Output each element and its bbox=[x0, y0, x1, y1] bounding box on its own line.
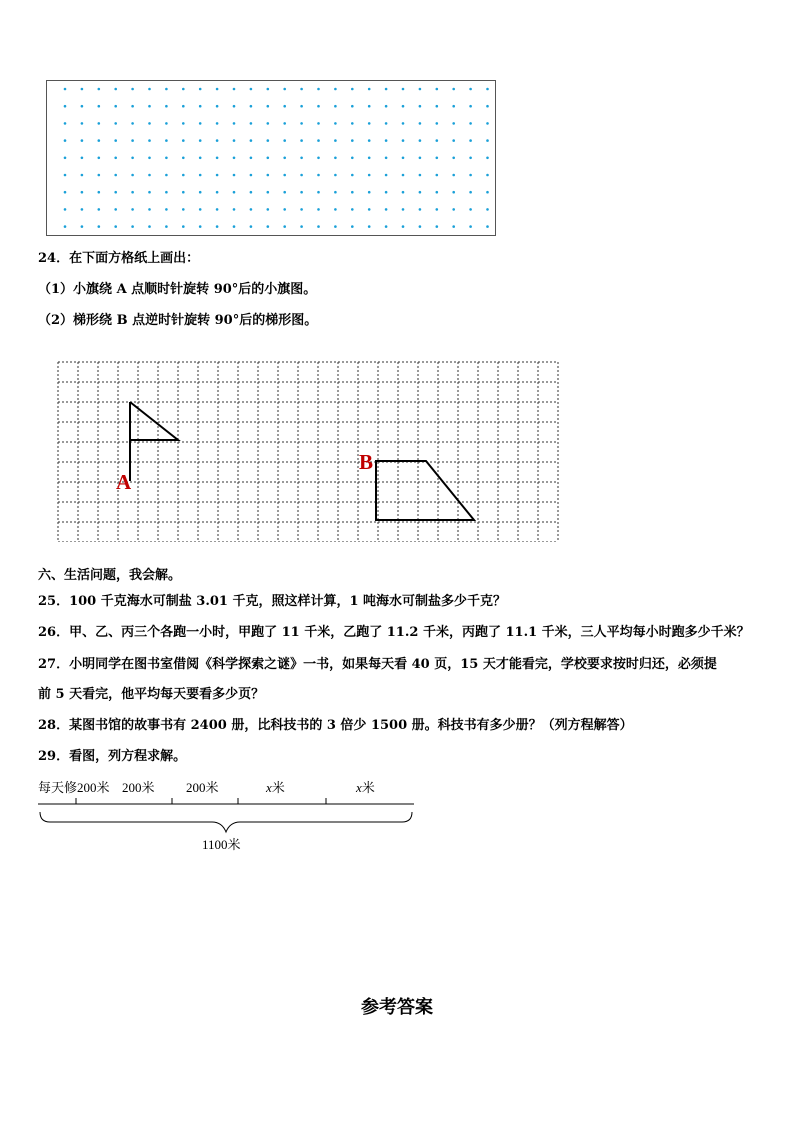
grid-dot bbox=[385, 139, 388, 142]
square-grid-paper bbox=[56, 360, 570, 546]
grid-dot bbox=[283, 139, 286, 142]
grid-dot bbox=[250, 208, 253, 211]
answers-heading: 参考答案 bbox=[361, 997, 433, 1018]
grid-dot bbox=[165, 208, 168, 211]
grid-dot bbox=[182, 208, 185, 211]
grid-dot bbox=[368, 88, 371, 91]
grid-dot bbox=[452, 191, 455, 194]
grid-dot bbox=[385, 105, 388, 108]
grid-dot bbox=[250, 157, 253, 160]
q24-item2: （2）梯形绕 B 点逆时针旋转 90°后的梯形图。 bbox=[38, 313, 318, 328]
grid-dot bbox=[267, 139, 270, 142]
grid-dot bbox=[267, 191, 270, 194]
grid-dot bbox=[486, 139, 489, 142]
grid-dot bbox=[469, 225, 472, 228]
segment-label-2: 200米 bbox=[122, 780, 155, 795]
grid-dot bbox=[368, 139, 371, 142]
grid-dot bbox=[317, 122, 320, 125]
grid-dot bbox=[64, 139, 67, 142]
grid-dot bbox=[131, 208, 134, 211]
grid-dot bbox=[351, 122, 354, 125]
grid-dot bbox=[368, 105, 371, 108]
grid-dot bbox=[182, 139, 185, 142]
q27-text-line2: 前 5 天看完，他平均每天要看多少页？ bbox=[38, 687, 265, 702]
grid-dot bbox=[64, 225, 67, 228]
grid-dot bbox=[131, 174, 134, 177]
grid-dot bbox=[148, 88, 151, 91]
grid-dot bbox=[216, 139, 219, 142]
grid-dot bbox=[385, 88, 388, 91]
q28-text: 28．某图书馆的故事书有 2400 册，比科技书的 3 倍少 1500 册。科技书有多少册？（列方程解答） bbox=[38, 718, 633, 733]
q27-text-line1: 27．小明同学在图书室借阅《科学探索之谜》一书，如果每天看 40 页，15 天才能看完，学校要求按时归还，必须提 bbox=[38, 657, 717, 672]
grid-dot bbox=[81, 157, 84, 160]
grid-dot bbox=[233, 105, 236, 108]
grid-dot bbox=[199, 88, 202, 91]
grid-dot bbox=[436, 157, 439, 160]
grid-dot bbox=[267, 208, 270, 211]
grid-dot bbox=[182, 174, 185, 177]
grid-dot bbox=[114, 139, 117, 142]
grid-dot bbox=[317, 157, 320, 160]
grid-dot bbox=[199, 157, 202, 160]
grid-dot bbox=[402, 122, 405, 125]
point-a-label: A bbox=[116, 470, 132, 494]
grid-dot bbox=[81, 208, 84, 211]
total-length-label: 1100米 bbox=[202, 837, 241, 852]
grid-dot bbox=[165, 139, 168, 142]
grid-dot bbox=[81, 139, 84, 142]
grid-dot bbox=[436, 139, 439, 142]
grid-dot bbox=[452, 88, 455, 91]
grid-dot bbox=[469, 105, 472, 108]
grid-dot bbox=[436, 105, 439, 108]
grid-dot bbox=[351, 225, 354, 228]
grid-dot bbox=[148, 139, 151, 142]
grid-dot bbox=[368, 174, 371, 177]
grid-dot bbox=[165, 88, 168, 91]
grid-dot bbox=[233, 157, 236, 160]
grid-dot bbox=[98, 105, 101, 108]
grid-dot bbox=[64, 157, 67, 160]
grid-dot bbox=[300, 139, 303, 142]
grid-dot bbox=[148, 174, 151, 177]
grid-dot bbox=[300, 157, 303, 160]
grid-dot bbox=[81, 174, 84, 177]
grid-dot bbox=[351, 157, 354, 160]
grid-dot bbox=[233, 191, 236, 194]
grid-dot bbox=[199, 208, 202, 211]
grid-dot bbox=[81, 225, 84, 228]
grid-dot bbox=[148, 191, 151, 194]
grid-dot bbox=[419, 225, 422, 228]
grid-dot bbox=[182, 157, 185, 160]
grid-dot bbox=[199, 122, 202, 125]
grid-dot bbox=[216, 174, 219, 177]
grid-dot bbox=[469, 122, 472, 125]
grid-dot bbox=[317, 88, 320, 91]
grid-dot bbox=[131, 88, 134, 91]
grid-dot bbox=[368, 225, 371, 228]
grid-dot bbox=[385, 122, 388, 125]
grid-dot bbox=[131, 105, 134, 108]
grid-dot bbox=[385, 208, 388, 211]
section6-title: 六、生活问题，我会解。 bbox=[38, 568, 182, 583]
grid-dot bbox=[486, 208, 489, 211]
grid-dot bbox=[81, 122, 84, 125]
grid-dot bbox=[98, 122, 101, 125]
grid-dot bbox=[114, 157, 117, 160]
grid-dot bbox=[486, 88, 489, 91]
grid-dot bbox=[267, 88, 270, 91]
grid-dot bbox=[114, 174, 117, 177]
grid-dot bbox=[385, 174, 388, 177]
grid-dot bbox=[385, 157, 388, 160]
grid-dot bbox=[300, 122, 303, 125]
grid-dot bbox=[452, 174, 455, 177]
grid-dot bbox=[233, 88, 236, 91]
grid-dot bbox=[402, 225, 405, 228]
grid-dot bbox=[233, 208, 236, 211]
grid-dot bbox=[216, 208, 219, 211]
grid-dot bbox=[402, 208, 405, 211]
segment-diagram bbox=[36, 776, 426, 860]
grid-dot bbox=[351, 139, 354, 142]
grid-dot bbox=[182, 88, 185, 91]
segment-label-1: 每天修200米 bbox=[38, 780, 110, 795]
grid-dot bbox=[131, 225, 134, 228]
grid-dot bbox=[250, 88, 253, 91]
grid-dot bbox=[216, 122, 219, 125]
grid-dot bbox=[436, 122, 439, 125]
grid-dot bbox=[402, 139, 405, 142]
grid-dot bbox=[165, 122, 168, 125]
grid-dot bbox=[199, 174, 202, 177]
grid-dot bbox=[114, 88, 117, 91]
grid-dot bbox=[216, 105, 219, 108]
segment-label-3: 200米 bbox=[186, 780, 219, 795]
grid-dot bbox=[267, 122, 270, 125]
grid-dot bbox=[436, 208, 439, 211]
grid-dot bbox=[283, 225, 286, 228]
grid-dot bbox=[199, 191, 202, 194]
grid-dot bbox=[334, 225, 337, 228]
grid-dot bbox=[351, 105, 354, 108]
grid-dot bbox=[419, 174, 422, 177]
grid-dot bbox=[250, 139, 253, 142]
grid-dot bbox=[148, 122, 151, 125]
grid-dot bbox=[98, 174, 101, 177]
grid-lines bbox=[58, 362, 558, 542]
grid-dot bbox=[98, 157, 101, 160]
grid-dot bbox=[114, 191, 117, 194]
grid-dot bbox=[182, 122, 185, 125]
grid-dot bbox=[64, 191, 67, 194]
grid-dot bbox=[486, 157, 489, 160]
grid-dot bbox=[81, 105, 84, 108]
grid-dot bbox=[436, 174, 439, 177]
grid-dot bbox=[334, 139, 337, 142]
q24-item1: （1）小旗绕 A 点顺时针旋转 90°后的小旗图。 bbox=[38, 282, 317, 297]
segment-label-4: x米 bbox=[266, 780, 285, 795]
grid-dot bbox=[334, 122, 337, 125]
grid-dot bbox=[452, 139, 455, 142]
grid-dot bbox=[283, 88, 286, 91]
grid-dot bbox=[402, 157, 405, 160]
point-b-label: B bbox=[359, 450, 374, 474]
segment-label-5: x米 bbox=[356, 780, 375, 795]
grid-dot bbox=[216, 157, 219, 160]
grid-dot bbox=[114, 225, 117, 228]
grid-dot bbox=[334, 174, 337, 177]
grid-dot bbox=[98, 88, 101, 91]
grid-dot bbox=[317, 105, 320, 108]
grid-dot bbox=[402, 174, 405, 177]
grid-dot bbox=[233, 174, 236, 177]
grid-dot bbox=[283, 105, 286, 108]
grid-dot bbox=[267, 225, 270, 228]
grid-dot bbox=[385, 191, 388, 194]
grid-dot bbox=[419, 122, 422, 125]
grid-dot bbox=[368, 122, 371, 125]
grid-dot bbox=[486, 105, 489, 108]
grid-dot bbox=[469, 191, 472, 194]
grid-dot bbox=[419, 208, 422, 211]
grid-dot bbox=[452, 122, 455, 125]
flag-triangle bbox=[130, 402, 178, 440]
grid-dot bbox=[114, 208, 117, 211]
grid-dot bbox=[486, 122, 489, 125]
grid-dot bbox=[351, 191, 354, 194]
grid-dot bbox=[165, 191, 168, 194]
grid-dot bbox=[402, 105, 405, 108]
grid-dot bbox=[267, 157, 270, 160]
grid-dot bbox=[131, 139, 134, 142]
grid-dot bbox=[419, 157, 422, 160]
grid-dot bbox=[385, 225, 388, 228]
grid-dot bbox=[452, 157, 455, 160]
grid-dot bbox=[317, 174, 320, 177]
grid-dot bbox=[216, 191, 219, 194]
grid-dot bbox=[436, 191, 439, 194]
grid-dot bbox=[114, 105, 117, 108]
grid-dot bbox=[98, 139, 101, 142]
grid-dot bbox=[283, 157, 286, 160]
grid-dot bbox=[182, 191, 185, 194]
grid-dot bbox=[233, 122, 236, 125]
grid-dot bbox=[148, 225, 151, 228]
grid-dot bbox=[283, 191, 286, 194]
grid-dot bbox=[436, 88, 439, 91]
grid-dot bbox=[368, 157, 371, 160]
grid-dot bbox=[250, 191, 253, 194]
grid-dot bbox=[233, 139, 236, 142]
grid-dot bbox=[216, 88, 219, 91]
grid-dot bbox=[114, 122, 117, 125]
grid-dot bbox=[182, 225, 185, 228]
grid-dot bbox=[436, 225, 439, 228]
grid-dot bbox=[368, 208, 371, 211]
grid-dot bbox=[317, 139, 320, 142]
grid-dot bbox=[469, 88, 472, 91]
trapezoid-figure bbox=[376, 461, 474, 520]
grid-dot bbox=[64, 208, 67, 211]
dot-grid bbox=[47, 81, 497, 237]
grid-figure bbox=[56, 360, 570, 542]
grid-dot bbox=[81, 191, 84, 194]
grid-dot bbox=[317, 191, 320, 194]
q26-text: 26．甲、乙、丙三个各跑一小时，甲跑了 11 千米，乙跑了 11.2 千米，丙跑了 11.1 千米，三人平均每小时跑多少千米？ bbox=[38, 625, 750, 640]
grid-dot bbox=[131, 157, 134, 160]
grid-dot bbox=[64, 174, 67, 177]
grid-dot bbox=[469, 174, 472, 177]
grid-dot bbox=[486, 191, 489, 194]
grid-dot bbox=[452, 208, 455, 211]
grid-dot bbox=[250, 174, 253, 177]
grid-dot bbox=[216, 225, 219, 228]
grid-dot bbox=[283, 208, 286, 211]
grid-dot bbox=[334, 88, 337, 91]
grid-dot bbox=[199, 225, 202, 228]
grid-dot bbox=[148, 208, 151, 211]
grid-dot bbox=[368, 191, 371, 194]
grid-dot bbox=[283, 174, 286, 177]
grid-dot bbox=[165, 105, 168, 108]
grid-dot bbox=[334, 191, 337, 194]
grid-dot bbox=[182, 105, 185, 108]
grid-dot bbox=[64, 105, 67, 108]
grid-dot bbox=[452, 105, 455, 108]
grid-dot bbox=[469, 208, 472, 211]
grid-dot bbox=[402, 88, 405, 91]
grid-dot bbox=[98, 208, 101, 211]
grid-dot bbox=[452, 225, 455, 228]
grid-dot bbox=[131, 122, 134, 125]
grid-dot bbox=[64, 122, 67, 125]
grid-dot bbox=[300, 105, 303, 108]
grid-dot bbox=[419, 191, 422, 194]
grid-dot bbox=[165, 174, 168, 177]
grid-dot bbox=[199, 139, 202, 142]
grid-dot bbox=[334, 208, 337, 211]
grid-dot bbox=[351, 174, 354, 177]
grid-dot bbox=[165, 157, 168, 160]
q24-title: 24．在下面方格纸上画出： bbox=[38, 251, 200, 266]
grid-dot bbox=[283, 122, 286, 125]
dot-grid-paper bbox=[46, 80, 496, 236]
grid-dot bbox=[233, 225, 236, 228]
grid-dot bbox=[300, 208, 303, 211]
grid-dot bbox=[419, 105, 422, 108]
grid-dot bbox=[267, 174, 270, 177]
grid-dot bbox=[419, 139, 422, 142]
q25-text: 25．100 千克海水可制盐 3.01 千克，照这样计算，1 吨海水可制盐多少千克？ bbox=[38, 594, 507, 609]
grid-dot bbox=[486, 225, 489, 228]
grid-dot bbox=[165, 225, 168, 228]
grid-dot bbox=[317, 225, 320, 228]
grid-dot bbox=[469, 157, 472, 160]
grid-dot bbox=[334, 157, 337, 160]
grid-dot bbox=[300, 191, 303, 194]
grid-dot bbox=[402, 191, 405, 194]
q29-title: 29．看图，列方程求解。 bbox=[38, 749, 187, 764]
grid-dot bbox=[351, 88, 354, 91]
grid-dot bbox=[148, 157, 151, 160]
grid-dot bbox=[148, 105, 151, 108]
total-brace bbox=[40, 812, 412, 832]
grid-dot bbox=[98, 225, 101, 228]
grid-dot bbox=[267, 105, 270, 108]
grid-dot bbox=[351, 208, 354, 211]
grid-dot bbox=[250, 225, 253, 228]
grid-dot bbox=[250, 122, 253, 125]
grid-dot bbox=[317, 208, 320, 211]
grid-dot bbox=[131, 191, 134, 194]
grid-dot bbox=[486, 174, 489, 177]
grid-dot bbox=[300, 225, 303, 228]
grid-dot bbox=[250, 105, 253, 108]
grid-dot bbox=[199, 105, 202, 108]
grid-dot bbox=[469, 139, 472, 142]
grid-dot bbox=[300, 174, 303, 177]
grid-dot bbox=[300, 88, 303, 91]
grid-dot bbox=[81, 88, 84, 91]
grid-dot bbox=[64, 88, 67, 91]
grid-dot bbox=[98, 191, 101, 194]
grid-dot bbox=[334, 105, 337, 108]
grid-dot bbox=[419, 88, 422, 91]
